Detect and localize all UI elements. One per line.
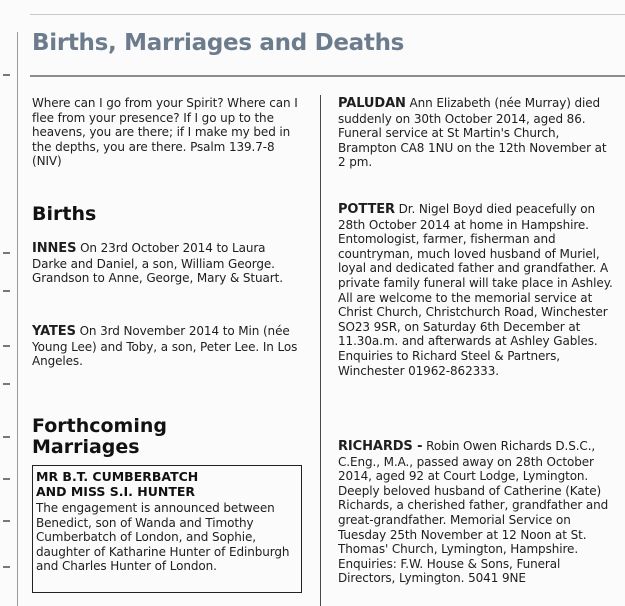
- adjacent-text-fragment: [3, 290, 10, 292]
- death-entry-name: RICHARDS -: [338, 439, 423, 454]
- adjacent-column-rule: [17, 32, 18, 606]
- adjacent-text-fragment: [3, 478, 10, 480]
- engagement-notice-text: The engagement is announced between Benedict, son of Wanda and Timothy Cumberbatch of London, and Sophie, daughter of Katharine Hunter of Edinburgh and Charles Hunter of London.: [36, 501, 290, 574]
- engagement-heading-line2: AND MISS S.I. HUNTER: [36, 484, 196, 499]
- adjacent-text-fragment: [3, 520, 10, 522]
- birth-entry-yates: [32, 324, 300, 369]
- top-rule: [30, 14, 625, 15]
- adjacent-text-fragment: [3, 345, 10, 347]
- adjacent-text-fragment: [3, 74, 10, 76]
- marriages-heading-line2: Marriages: [32, 436, 140, 458]
- adjacent-text-fragment: [3, 566, 10, 568]
- death-entry-text: Ann Elizabeth (née Murray) died suddenly on 30th October 2014, aged 86. Funeral service at St Martin's Church, Brampton CA8 1NU on the 12th November at 2 pm.: [338, 96, 607, 170]
- column-divider: [320, 95, 321, 606]
- engagement-heading-line1: MR B.T. CUMBERBATCH: [36, 469, 199, 484]
- engagement-notice-box: [32, 465, 302, 593]
- birth-entry-text: On 23rd October 2014 to Laura Darke and Daniel, a son, William George. Grandson to Anne, George, Mary & Stuart.: [32, 241, 283, 286]
- births-heading: Births: [32, 203, 97, 225]
- birth-entry-name: YATES: [32, 324, 76, 339]
- marriages-heading-line1: Forthcoming: [32, 415, 167, 437]
- death-entry-paludan: [338, 96, 614, 170]
- adjacent-text-fragment: [3, 383, 10, 385]
- birth-entry-name: INNES: [32, 241, 77, 256]
- death-entry-name: PALUDAN: [338, 96, 406, 111]
- death-entry-name: POTTER: [338, 202, 395, 217]
- adjacent-column-edge: [0, 0, 18, 606]
- page-title: Births, Marriages and Deaths: [32, 30, 405, 56]
- epigraph: Where can I go from your Spirit? Where can I flee from your presence? If I go up to the heavens, you are there; if I make my bed in the depths, you are there. Psalm 139.7-8 (NIV): [32, 96, 298, 169]
- death-entry-text: Robin Owen Richards D.S.C., C.Eng., M.A., passed away on 28th October 2014, aged 92 at Court Lodge, Lymington. Deeply beloved husband of Catherine (Kate) Richards, a cherished father, grandfather and great-grandfather. Memorial Service on Tuesday 25th November at 12 Noon at St. Thomas' Church, Lymington, Hampshire. Enquiries: F.W. House & Sons, Funeral Directors, Lymington. 5041 9NE: [338, 439, 609, 586]
- engagement-notice-heading: [36, 469, 198, 499]
- title-rule: [30, 75, 625, 77]
- birth-entry-text: On 3rd November 2014 to Min (née Young Lee) and Toby, a son, Peter Lee. In Los Angeles.: [32, 324, 298, 369]
- death-entry-richards: [338, 439, 614, 606]
- death-entry-potter: [338, 202, 614, 378]
- death-entry-text: Dr. Nigel Boyd died peacefully on 28th October 2014 at home in Hampshire. Entomologist, farmer, fisherman and countryman, much loved husband of Muriel, loyal and dedicated father and grandfather. A private family funeral will take place in Ashley. All are welcome to the memorial service at Christ Church, Christchurch Road, Winchester SO23 9SR, on Saturday 6th December at 11.30a.m. and afterwards at Ashley Gables. Enquiries to Richard Steel & Partners, Winchester 01962-862333.: [338, 202, 613, 378]
- marriages-heading: [32, 416, 167, 458]
- adjacent-text-fragment: [3, 252, 10, 254]
- adjacent-text-fragment: [3, 436, 10, 438]
- birth-entry-innes: [32, 241, 300, 286]
